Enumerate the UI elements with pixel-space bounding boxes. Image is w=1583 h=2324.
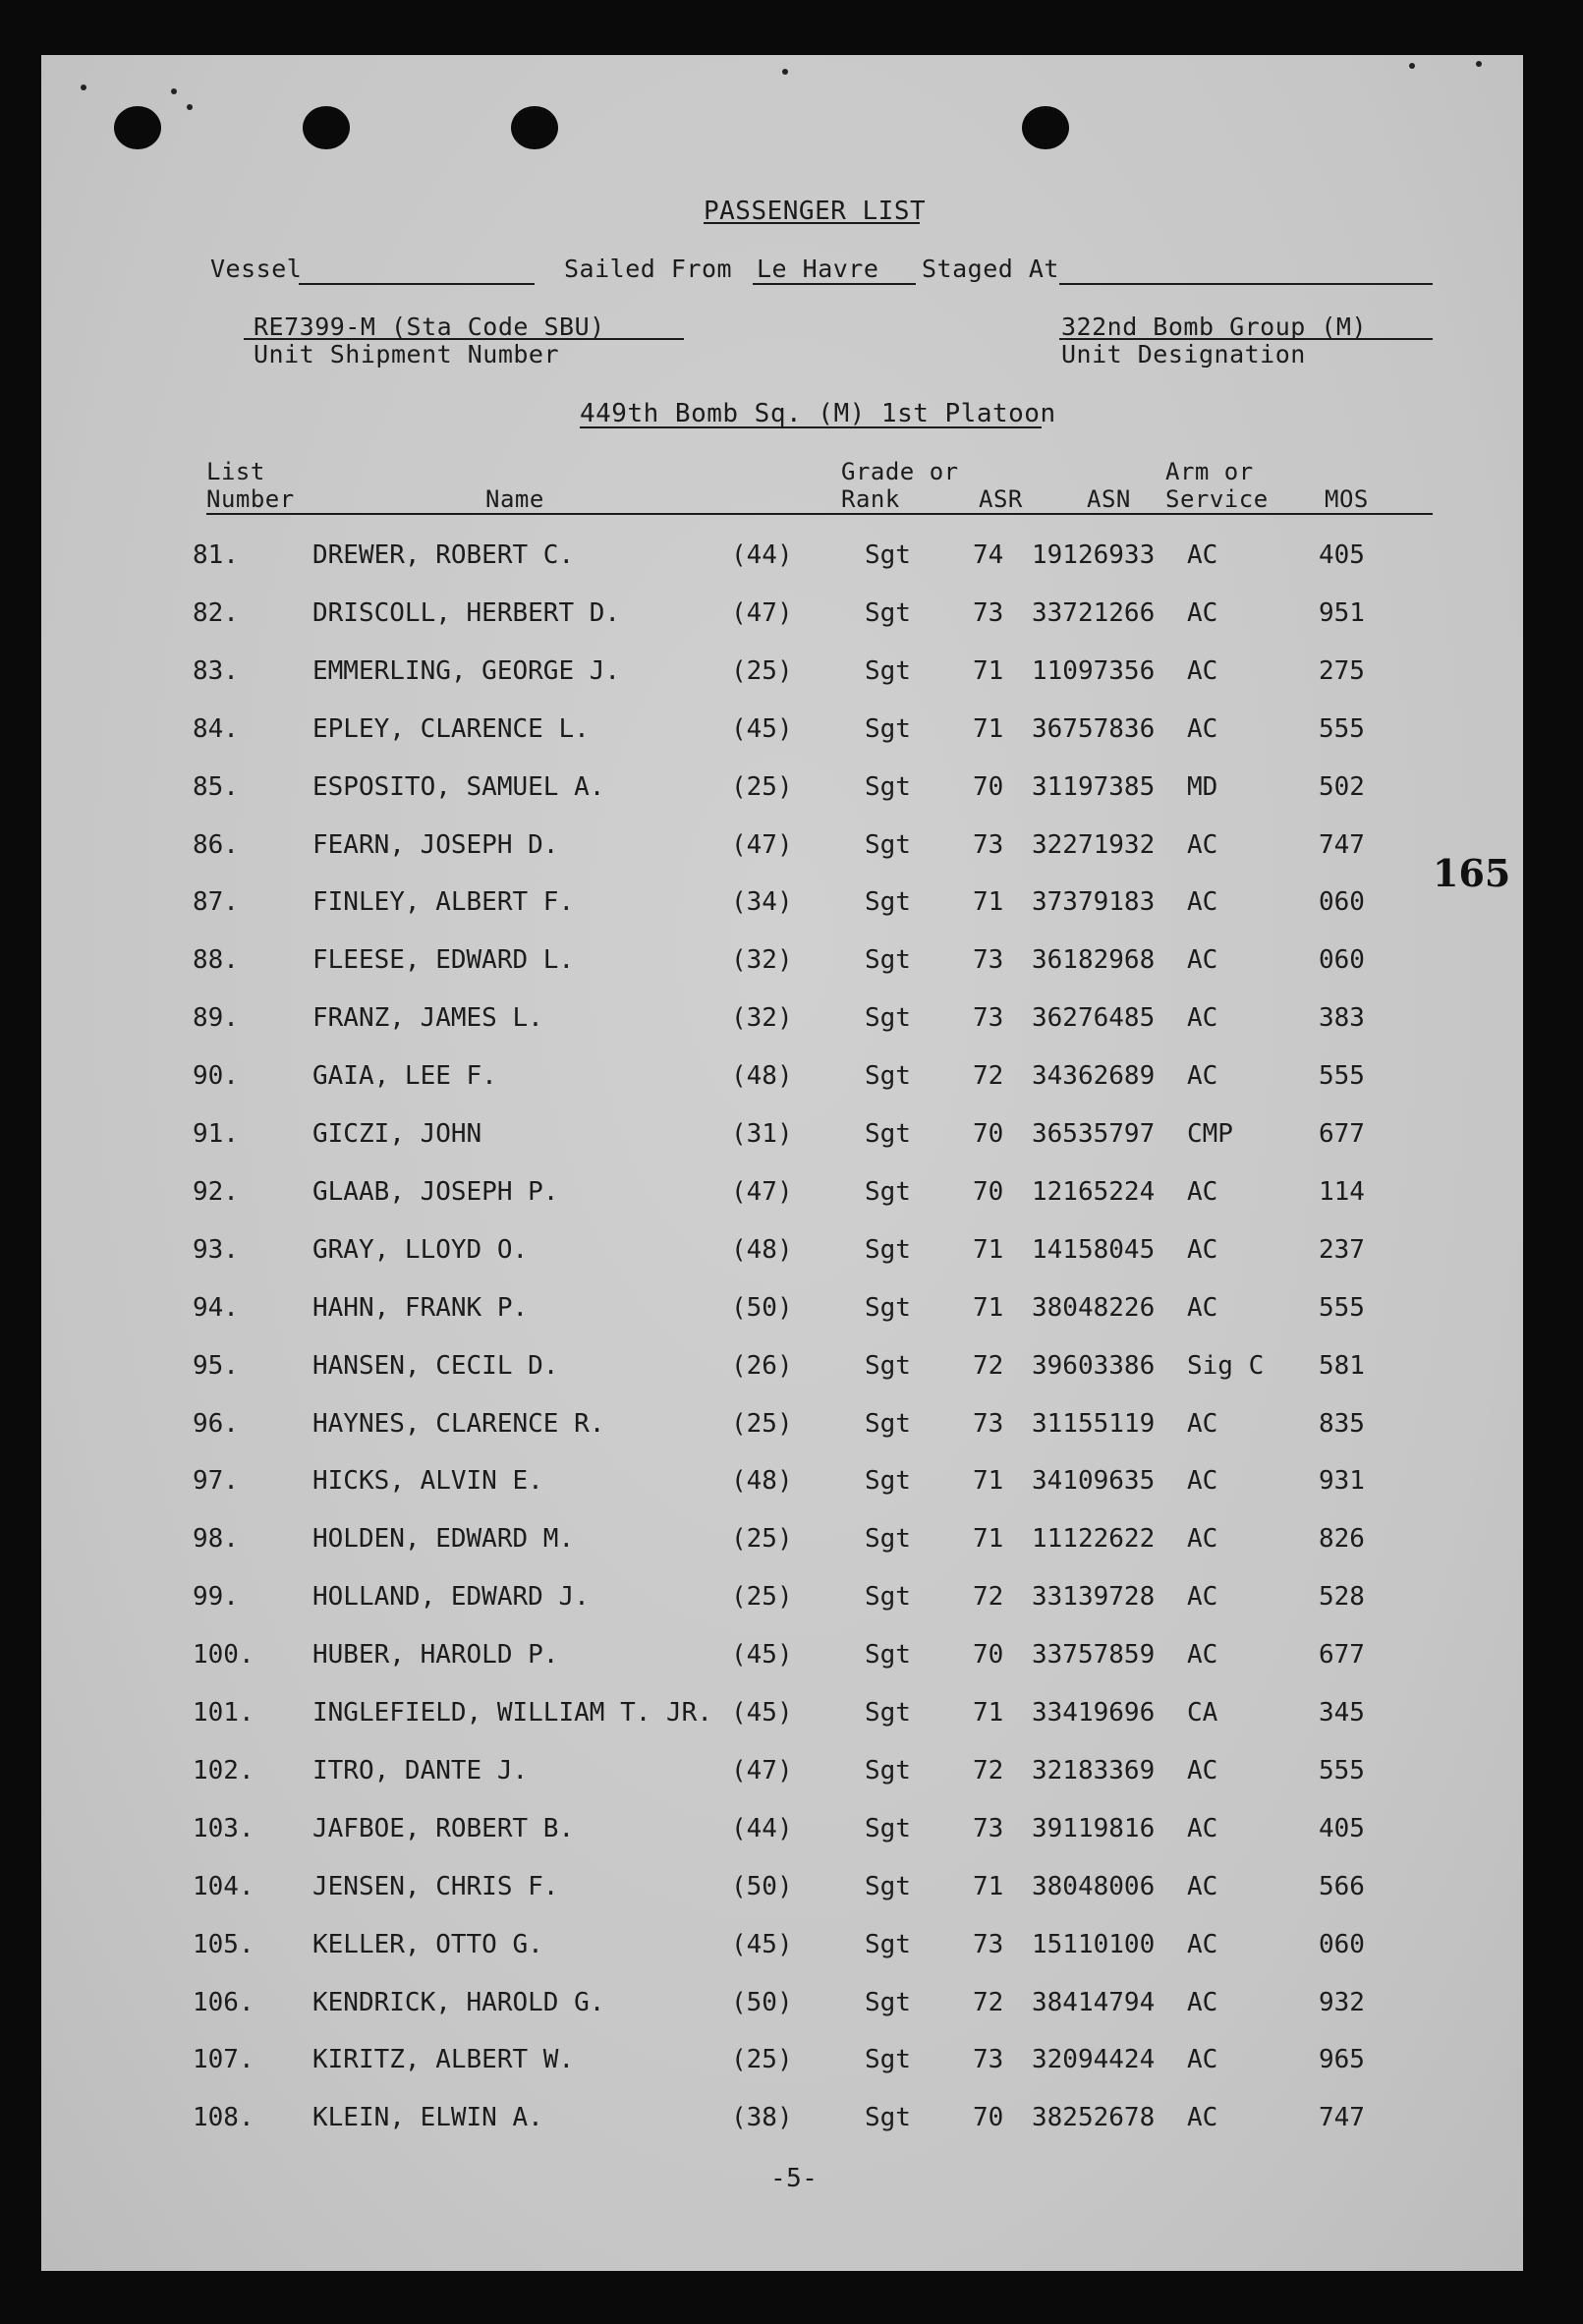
asr-cell: 70 (973, 1640, 1004, 1671)
rank-cell: Sgt (865, 1003, 911, 1034)
asn-cell: 11097356 (1032, 655, 1156, 686)
list-number: 86. (193, 829, 239, 860)
mos-cell: 581 (1319, 1350, 1365, 1381)
arm-cell: AC (1187, 1755, 1218, 1786)
subtitle-underline (580, 426, 1042, 428)
arm-cell: MD (1187, 771, 1218, 802)
speck (187, 104, 193, 110)
table-row (41, 598, 1523, 648)
asr-cell: 70 (973, 771, 1004, 802)
header-number: Number (206, 485, 295, 513)
mos-cell: 932 (1319, 1987, 1365, 2017)
asn-cell: 11122622 (1032, 1524, 1156, 1555)
list-number: 83. (193, 655, 239, 686)
arm-cell: AC (1187, 1871, 1218, 1901)
table-row (41, 1003, 1523, 1052)
asn-cell: 37379183 (1032, 887, 1156, 918)
mos-cell: 555 (1319, 1292, 1365, 1323)
list-number: 88. (193, 945, 239, 976)
rank-cell: Sgt (865, 1698, 911, 1728)
header-underline (206, 513, 1433, 515)
list-number: 87. (193, 887, 239, 918)
mos-cell: 677 (1319, 1119, 1365, 1149)
rank-cell: Sgt (865, 1871, 911, 1901)
passenger-name: HUBER, HAROLD P. (312, 1640, 559, 1671)
rank-cell: Sgt (865, 1524, 911, 1555)
asr-cell: 70 (973, 1176, 1004, 1207)
list-number: 100. (193, 1640, 254, 1671)
unit-shipment-label: Unit Shipment Number (254, 340, 560, 368)
arm-cell: AC (1187, 1234, 1218, 1265)
passenger-name: KLEIN, ELWIN A. (312, 2103, 543, 2133)
speck (81, 85, 86, 90)
passenger-name: HAHN, FRANK P. (312, 1292, 529, 1323)
mos-cell: 502 (1319, 771, 1365, 802)
header-name: Name (485, 485, 544, 513)
list-number: 85. (193, 771, 239, 802)
table-row (41, 1988, 1523, 2037)
table-row (41, 830, 1523, 879)
header-arm: Arm or (1165, 458, 1254, 485)
list-number: 91. (193, 1119, 239, 1149)
asn-cell: 15110100 (1032, 1929, 1156, 1959)
passenger-name: KIRITZ, ALBERT W. (312, 2045, 575, 2075)
punch-hole (511, 106, 558, 149)
asn-cell: 36182968 (1032, 945, 1156, 976)
asr-cell: 71 (973, 1466, 1004, 1497)
passenger-name: HANSEN, CECIL D. (312, 1350, 559, 1381)
table-row (41, 540, 1523, 590)
mos-cell: 566 (1319, 1871, 1365, 1901)
age-cell: (32) (731, 1003, 793, 1034)
mos-cell: 931 (1319, 1466, 1365, 1497)
table-row (41, 1814, 1523, 1863)
asr-cell: 70 (973, 2103, 1004, 2133)
passenger-name: ESPOSITO, SAMUEL A. (312, 771, 605, 802)
table-row (41, 1235, 1523, 1284)
asr-cell: 73 (973, 1929, 1004, 1959)
list-number: 94. (193, 1292, 239, 1323)
arm-cell: AC (1187, 1929, 1218, 1959)
age-cell: (45) (731, 1640, 793, 1671)
table-row (41, 1466, 1523, 1515)
age-cell: (44) (731, 1813, 793, 1843)
title-underline (704, 222, 920, 224)
list-number: 97. (193, 1466, 239, 1497)
asr-cell: 72 (973, 1987, 1004, 2017)
list-number: 106. (193, 1987, 254, 2017)
mos-cell: 677 (1319, 1640, 1365, 1671)
asn-cell: 33757859 (1032, 1640, 1156, 1671)
table-row (41, 2045, 1523, 2094)
mos-cell: 965 (1319, 2045, 1365, 2075)
header-list: List (206, 458, 265, 485)
rank-cell: Sgt (865, 1292, 911, 1323)
unit-designation-label: Unit Designation (1061, 340, 1306, 368)
passenger-name: FINLEY, ALBERT F. (312, 887, 575, 918)
mos-cell: 826 (1319, 1524, 1365, 1555)
asn-cell: 32271932 (1032, 829, 1156, 860)
arm-cell: AC (1187, 2045, 1218, 2075)
asn-cell: 36535797 (1032, 1119, 1156, 1149)
mos-cell: 060 (1319, 1929, 1365, 1959)
asr-cell: 71 (973, 1292, 1004, 1323)
rank-cell: Sgt (865, 1176, 911, 1207)
header-rank: Rank (841, 485, 900, 513)
age-cell: (48) (731, 1466, 793, 1497)
document-title: PASSENGER LIST (704, 197, 927, 226)
rank-cell: Sgt (865, 2045, 911, 2075)
list-number: 82. (193, 597, 239, 628)
asn-cell: 39119816 (1032, 1813, 1156, 1843)
table-row (41, 1119, 1523, 1168)
vessel-line (299, 283, 535, 285)
list-number: 104. (193, 1871, 254, 1901)
rank-cell: Sgt (865, 1061, 911, 1092)
header-mos: MOS (1325, 485, 1369, 513)
asr-cell: 71 (973, 655, 1004, 686)
passenger-name: KELLER, OTTO G. (312, 1929, 543, 1959)
arm-cell: AC (1187, 1292, 1218, 1323)
arm-cell: AC (1187, 829, 1218, 860)
mos-cell: 555 (1319, 1755, 1365, 1786)
age-cell: (45) (731, 1929, 793, 1959)
table-row (41, 772, 1523, 822)
punch-hole (1022, 106, 1069, 149)
platoon-subtitle: 449th Bomb Sq. (M) 1st Platoon (580, 399, 1056, 428)
rank-cell: Sgt (865, 713, 911, 744)
mos-cell: 345 (1319, 1698, 1365, 1728)
punch-hole (114, 106, 161, 149)
mos-cell: 383 (1319, 1003, 1365, 1034)
asr-cell: 73 (973, 2045, 1004, 2075)
list-number: 102. (193, 1755, 254, 1786)
passenger-name: KENDRICK, HAROLD G. (312, 1987, 605, 2017)
list-number: 107. (193, 2045, 254, 2075)
arm-cell: CMP (1187, 1119, 1233, 1149)
passenger-name: INGLEFIELD, WILLIAM T. JR. (312, 1698, 712, 1728)
speck (171, 88, 177, 94)
arm-cell: AC (1187, 887, 1218, 918)
list-number: 92. (193, 1176, 239, 1207)
table-row (41, 887, 1523, 936)
age-cell: (48) (731, 1234, 793, 1265)
passenger-name: HICKS, ALVIN E. (312, 1466, 543, 1497)
asr-cell: 72 (973, 1061, 1004, 1092)
rank-cell: Sgt (865, 597, 911, 628)
asn-cell: 19126933 (1032, 540, 1156, 570)
rank-cell: Sgt (865, 1640, 911, 1671)
arm-cell: AC (1187, 1813, 1218, 1843)
asn-cell: 32183369 (1032, 1755, 1156, 1786)
passenger-name: ITRO, DANTE J. (312, 1755, 529, 1786)
mos-cell: 405 (1319, 1813, 1365, 1843)
asr-cell: 71 (973, 1871, 1004, 1901)
header-asn: ASN (1087, 485, 1131, 513)
age-cell: (32) (731, 945, 793, 976)
mos-cell: 835 (1319, 1408, 1365, 1439)
age-cell: (47) (731, 1176, 793, 1207)
mos-cell: 951 (1319, 597, 1365, 628)
header-asr: ASR (979, 485, 1023, 513)
asr-cell: 71 (973, 887, 1004, 918)
asr-cell: 73 (973, 829, 1004, 860)
list-number: 103. (193, 1813, 254, 1843)
asn-cell: 33721266 (1032, 597, 1156, 628)
header-grade: Grade or (841, 458, 959, 485)
passenger-name: GLAAB, JOSEPH P. (312, 1176, 559, 1207)
list-number: 89. (193, 1003, 239, 1034)
table-row (41, 1698, 1523, 1747)
asn-cell: 33139728 (1032, 1582, 1156, 1613)
mos-cell: 747 (1319, 2103, 1365, 2133)
sailed-from-label: Sailed From (564, 255, 733, 283)
asr-cell: 73 (973, 597, 1004, 628)
passenger-name: JENSEN, CHRIS F. (312, 1871, 559, 1901)
asn-cell: 12165224 (1032, 1176, 1156, 1207)
staged-at-label: Staged At (922, 255, 1059, 283)
mos-cell: 747 (1319, 829, 1365, 860)
rank-cell: Sgt (865, 1119, 911, 1149)
arm-cell: AC (1187, 540, 1218, 570)
passenger-name: FEARN, JOSEPH D. (312, 829, 559, 860)
passenger-name: EMMERLING, GEORGE J. (312, 655, 621, 686)
asn-cell: 38252678 (1032, 2103, 1156, 2133)
passenger-name: GAIA, LEE F. (312, 1061, 497, 1092)
arm-cell: AC (1187, 1582, 1218, 1613)
header-service: Service (1165, 485, 1269, 513)
passenger-name: FLEESE, EDWARD L. (312, 945, 575, 976)
passenger-name: FRANZ, JAMES L. (312, 1003, 543, 1034)
rank-cell: Sgt (865, 1582, 911, 1613)
age-cell: (50) (731, 1292, 793, 1323)
age-cell: (45) (731, 1698, 793, 1728)
age-cell: (47) (731, 1755, 793, 1786)
table-row (41, 714, 1523, 764)
list-number: 108. (193, 2103, 254, 2133)
arm-cell: AC (1187, 1987, 1218, 2017)
arm-cell: AC (1187, 1061, 1218, 1092)
punch-hole (303, 106, 350, 149)
list-number: 98. (193, 1524, 239, 1555)
asr-cell: 73 (973, 1813, 1004, 1843)
mos-cell: 528 (1319, 1582, 1365, 1613)
asn-cell: 14158045 (1032, 1234, 1156, 1265)
unit-shipment-number: RE7399-M (Sta Code SBU) (254, 312, 605, 341)
speck (1476, 61, 1482, 67)
passenger-name: EPLEY, CLARENCE L. (312, 713, 590, 744)
age-cell: (31) (731, 1119, 793, 1149)
asr-cell: 72 (973, 1582, 1004, 1613)
table-row (41, 1524, 1523, 1573)
table-row (41, 1293, 1523, 1342)
arm-cell: AC (1187, 1640, 1218, 1671)
table-row (41, 1351, 1523, 1400)
document-page (41, 55, 1523, 2271)
asr-cell: 72 (973, 1755, 1004, 1786)
mos-cell: 555 (1319, 1061, 1365, 1092)
table-row (41, 1409, 1523, 1458)
asn-cell: 33419696 (1032, 1698, 1156, 1728)
passenger-name: HOLLAND, EDWARD J. (312, 1582, 590, 1613)
table-row (41, 1756, 1523, 1805)
passenger-name: GRAY, LLOYD O. (312, 1234, 529, 1265)
arm-cell: CA (1187, 1698, 1218, 1728)
asr-cell: 73 (973, 945, 1004, 976)
arm-cell: AC (1187, 597, 1218, 628)
table-row (41, 945, 1523, 994)
rank-cell: Sgt (865, 540, 911, 570)
staged-at-line (1059, 283, 1433, 285)
asr-cell: 72 (973, 1350, 1004, 1381)
passenger-name: GICZI, JOHN (312, 1119, 482, 1149)
age-cell: (44) (731, 540, 793, 570)
asn-cell: 34109635 (1032, 1466, 1156, 1497)
rank-cell: Sgt (865, 1350, 911, 1381)
age-cell: (38) (731, 2103, 793, 2133)
list-number: 81. (193, 540, 239, 570)
rank-cell: Sgt (865, 2103, 911, 2133)
mos-cell: 275 (1319, 655, 1365, 686)
rank-cell: Sgt (865, 887, 911, 918)
list-number: 96. (193, 1408, 239, 1439)
arm-cell: AC (1187, 1466, 1218, 1497)
rank-cell: Sgt (865, 1987, 911, 2017)
list-number: 90. (193, 1061, 239, 1092)
asr-cell: 73 (973, 1003, 1004, 1034)
passenger-name: DREWER, ROBERT C. (312, 540, 575, 570)
asr-cell: 71 (973, 1524, 1004, 1555)
passenger-name: JAFBOE, ROBERT B. (312, 1813, 575, 1843)
arm-cell: AC (1187, 1176, 1218, 1207)
rank-cell: Sgt (865, 1234, 911, 1265)
speck (782, 69, 788, 75)
unit-designation: 322nd Bomb Group (M) (1061, 312, 1368, 341)
mos-cell: 237 (1319, 1234, 1365, 1265)
age-cell: (25) (731, 1582, 793, 1613)
table-row (41, 1582, 1523, 1631)
asn-cell: 38048006 (1032, 1871, 1156, 1901)
asn-cell: 34362689 (1032, 1061, 1156, 1092)
arm-cell: Sig C (1187, 1350, 1265, 1381)
list-number: 99. (193, 1582, 239, 1613)
age-cell: (48) (731, 1061, 793, 1092)
stamp-number: 165 (1433, 851, 1511, 895)
age-cell: (25) (731, 771, 793, 802)
asr-cell: 74 (973, 540, 1004, 570)
rank-cell: Sgt (865, 945, 911, 976)
table-row (41, 656, 1523, 706)
mos-cell: 405 (1319, 540, 1365, 570)
list-number: 84. (193, 713, 239, 744)
asn-cell: 39603386 (1032, 1350, 1156, 1381)
age-cell: (25) (731, 1524, 793, 1555)
mos-cell: 060 (1319, 945, 1365, 976)
age-cell: (47) (731, 597, 793, 628)
rank-cell: Sgt (865, 1813, 911, 1843)
rank-cell: Sgt (865, 1755, 911, 1786)
asn-cell: 38414794 (1032, 1987, 1156, 2017)
list-number: 105. (193, 1929, 254, 1959)
asn-cell: 31155119 (1032, 1408, 1156, 1439)
arm-cell: AC (1187, 655, 1218, 686)
arm-cell: AC (1187, 1408, 1218, 1439)
asn-cell: 32094424 (1032, 2045, 1156, 2075)
age-cell: (34) (731, 887, 793, 918)
asr-cell: 71 (973, 1234, 1004, 1265)
rank-cell: Sgt (865, 771, 911, 802)
arm-cell: AC (1187, 945, 1218, 976)
table-row (41, 2103, 1523, 2152)
sailed-from-line (753, 283, 916, 285)
arm-cell: AC (1187, 1524, 1218, 1555)
arm-cell: AC (1187, 2103, 1218, 2133)
rank-cell: Sgt (865, 1466, 911, 1497)
asn-cell: 31197385 (1032, 771, 1156, 802)
arm-cell: AC (1187, 1003, 1218, 1034)
age-cell: (50) (731, 1871, 793, 1901)
list-number: 93. (193, 1234, 239, 1265)
list-number: 101. (193, 1698, 254, 1728)
rank-cell: Sgt (865, 1929, 911, 1959)
passenger-name: HOLDEN, EDWARD M. (312, 1524, 575, 1555)
age-cell: (25) (731, 1408, 793, 1439)
vessel-label: Vessel (210, 255, 303, 283)
rank-cell: Sgt (865, 829, 911, 860)
mos-cell: 555 (1319, 713, 1365, 744)
passenger-name: HAYNES, CLARENCE R. (312, 1408, 605, 1439)
asr-cell: 73 (973, 1408, 1004, 1439)
age-cell: (45) (731, 713, 793, 744)
rank-cell: Sgt (865, 655, 911, 686)
age-cell: (47) (731, 829, 793, 860)
asr-cell: 71 (973, 713, 1004, 744)
asn-cell: 36276485 (1032, 1003, 1156, 1034)
rank-cell: Sgt (865, 1408, 911, 1439)
table-row (41, 1872, 1523, 1921)
passenger-name: DRISCOLL, HERBERT D. (312, 597, 621, 628)
sailed-from-value: Le Havre (757, 255, 879, 283)
table-row (41, 1061, 1523, 1110)
table-row (41, 1930, 1523, 1979)
asn-cell: 36757836 (1032, 713, 1156, 744)
list-number: 95. (193, 1350, 239, 1381)
age-cell: (25) (731, 655, 793, 686)
asn-cell: 38048226 (1032, 1292, 1156, 1323)
arm-cell: AC (1187, 713, 1218, 744)
mos-cell: 114 (1319, 1176, 1365, 1207)
table-row (41, 1177, 1523, 1226)
page-number: -5- (770, 2164, 819, 2193)
age-cell: (25) (731, 2045, 793, 2075)
age-cell: (26) (731, 1350, 793, 1381)
age-cell: (50) (731, 1987, 793, 2017)
asr-cell: 70 (973, 1119, 1004, 1149)
asr-cell: 71 (973, 1698, 1004, 1728)
table-row (41, 1640, 1523, 1689)
mos-cell: 060 (1319, 887, 1365, 918)
speck (1409, 63, 1415, 69)
